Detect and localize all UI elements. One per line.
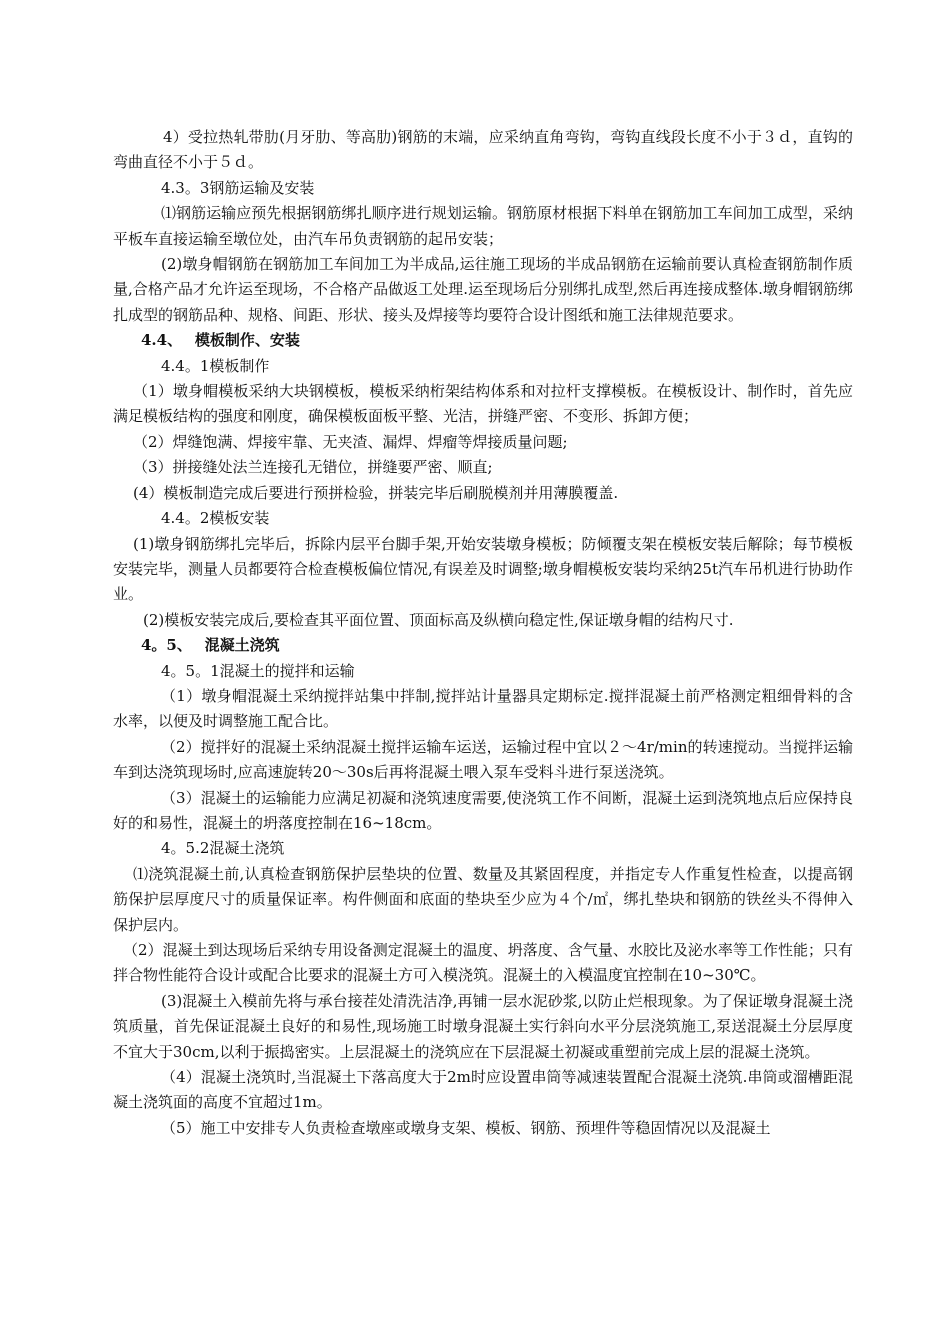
document-body: [113, 125, 853, 1141]
heading-4-5: 4。5、 混凝土浇筑: [141, 636, 280, 655]
heading-4-5-1: 4。5。1混凝土的搅拌和运输: [161, 661, 355, 680]
heading-4-5-2: 4。5.2混凝土浇筑: [161, 839, 285, 858]
paragraph-inspection: （5）施工中安排专人负责检查墩座或墩身支架、模板、钢筋、预埋件等稳固情况以及混凝土: [161, 1118, 771, 1137]
heading-4-4-1: 4.4。1模板制作: [161, 356, 270, 375]
paragraph-formwork-install: (1)墩身钢筋绑扎完毕后，拆除内层平台脚手架,开始安装墩身模板；防倾覆支架在模板安装后解除；每节模板安装完毕，测量人员都要符合检查模板偏位情况,有误差及时调整;墩身帽模板安装均采纳25t汽车吊机进行协助作业。: [113, 534, 853, 604]
paragraph-slump-control: （3）混凝土的运输能力应满足初凝和浇筑速度需要,使浇筑工作不间断，混凝土运到浇筑地点后应保持良好的和易性，混凝土的坍落度控制在16~18cm。: [113, 788, 853, 832]
paragraph-rebar-semifinished: (2)墩身帽钢筋在钢筋加工车间加工为半成品,运往施工现场的半成品钢筋在运输前要认真检查钢筋制作质量,合格产品才允许运至现场，不合格产品做返工处理.运至现场后分别绑扎成型,然后再连接成整体.墩身帽钢筋绑扎成型的钢筋品种、规格、间距、形状、接头及焊接等均要符合设计图纸和施工法律规范要求。: [113, 255, 853, 324]
heading-4-3-3: 4.3。3钢筋运输及安装: [161, 178, 315, 197]
paragraph-hook-rule: 4）受拉热轧带肋(月牙肋、等高肋)钢筋的末端，应采纳直角弯钩，弯钩直线段长度不小于３ｄ，直钩的弯曲直径不小于５ｄ。: [113, 128, 853, 172]
paragraph-weld-quality: （2）焊缝饱满、焊接牢靠、无夹渣、漏焊、焊瘤等焊接质量问题;: [133, 432, 568, 451]
paragraph-transport-truck: （2）搅拌好的混凝土采纳混凝土搅拌运输车运送，运输过程中宜以２～4r/min的转速搅动。当搅拌运输车到达浇筑现场时,应高速旋转20～30s后再将混凝土喂入泵车受料斗进行泵送浇筑。: [113, 737, 853, 782]
heading-4-4-2: 4.4。2模板安装: [161, 509, 270, 528]
paragraph-preassembly: (4）模板制造完成后要进行预拼检验，拼装完毕后刷脱模剂并用薄膜覆盖.: [133, 483, 619, 502]
paragraph-layered-pouring: (3)混凝土入模前先将与承台接茬处清洗洁净,再铺一层水泥砂浆,以防止烂根现象。为了保证墩身混凝土浇筑质量，首先保证混凝土良好的和易性,现场施工时墩身混凝土实行斜向水平分层浇筑施工,泵送混凝土分层厚度不宜大于30cm,以利于振捣密实。上层混凝土的浇筑应在下层混凝土初凝或重塑前完成上层的混凝土浇筑。: [113, 991, 853, 1061]
paragraph-onsite-testing: （2）混凝土到达现场后采纳专用设备测定混凝土的温度、坍落度、含气量、水胶比及泌水率等工作性能；只有拌合物性能符合设计或配合比要求的混凝土方可入模浇筑。混凝土的入模温度宜控制在10~30℃。: [113, 941, 853, 985]
paragraph-drop-height: （4）混凝土浇筑时,当混凝土下落高度大于2m时应设置串筒等减速装置配合混凝土浇筑.串筒或溜槽距混凝土浇筑面的高度不宜超过1m。: [113, 1068, 853, 1112]
paragraph-rebar-transport: ⑴钢筋运输应预先根据钢筋绑扎顺序进行规划运输。钢筋原材根据下料单在钢筋加工车间加工成型，采纳平板车直接运输至墩位处，由汽车吊负责钢筋的起吊安装；: [113, 204, 853, 248]
paragraph-formwork-check: (2)模板安装完成后,要检查其平面位置、顶面标高及纵横向稳定性,保证墩身帽的结构尺寸.: [143, 610, 734, 629]
heading-4-4: 4.4、 模板制作、安装: [141, 331, 300, 350]
paragraph-joint-seam: （3）拼接缝处法兰连接孔无错位，拼缝要严密、顺直;: [133, 458, 493, 477]
paragraph-cover-blocks: ⑴浇筑混凝土前,认真检查钢筋保护层垫块的位置、数量及其紧固程度，并指定专人作重复性检查，以提高钢筋保护层厚度尺寸的质量保证率。构件侧面和底面的垫块至少应为４个/㎡，绑扎垫块和钢筋的铁丝头不得伸入保护层内。: [113, 864, 853, 934]
paragraph-mixing-station: （1）墩身帽混凝土采纳搅拌站集中拌制,搅拌站计量器具定期标定.搅拌混凝土前严格测定粗细骨料的含水率，以便及时调整施工配合比。: [113, 686, 853, 731]
paragraph-formwork-design: （1）墩身帽模板采纳大块钢模板，模板采纳桁架结构体系和对拉杆支撑模板。在模板设计、制作时，首先应满足模板结构的强度和刚度，确保模板面板平整、光洁，拼缝严密、不变形、拆卸方便；: [113, 382, 853, 426]
